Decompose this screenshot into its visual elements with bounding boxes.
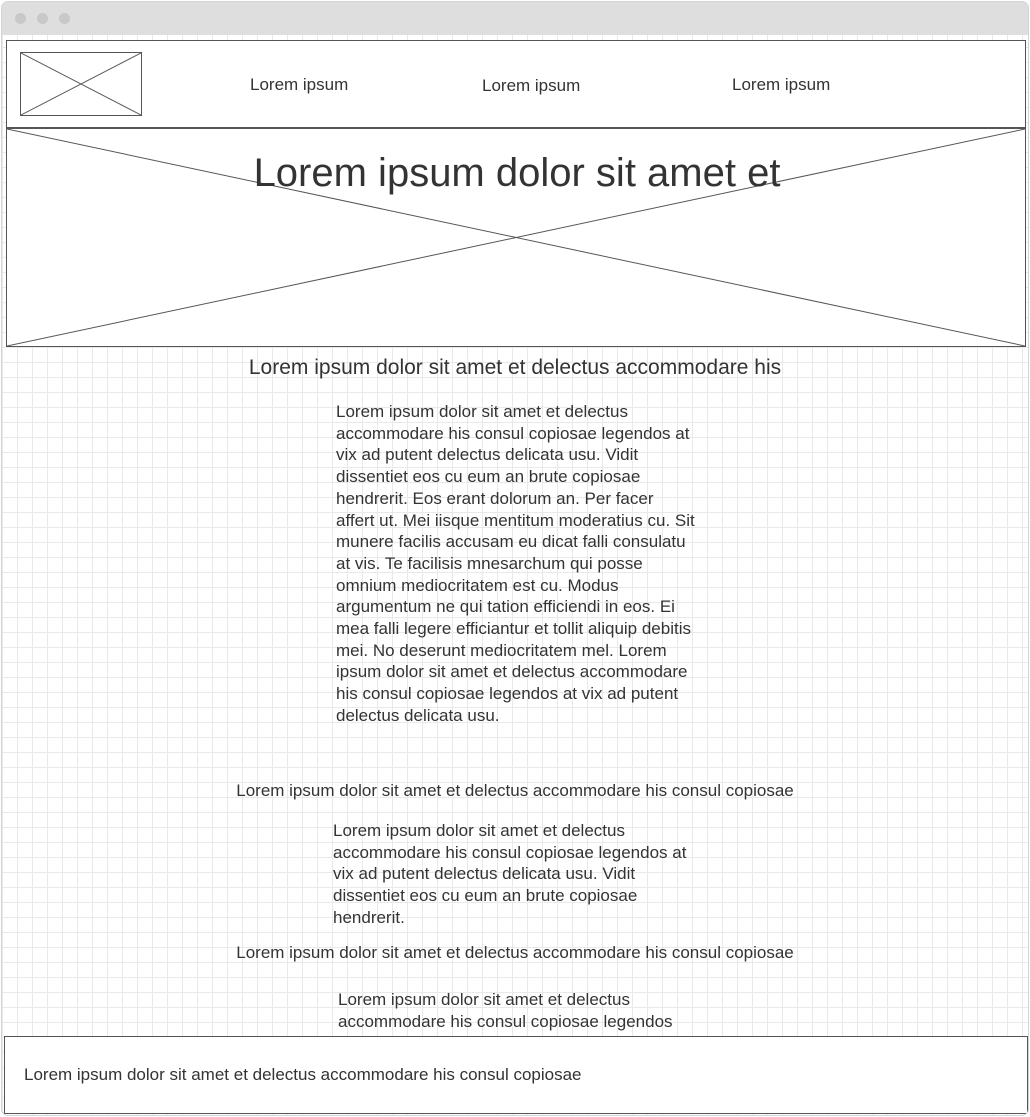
nav-link-2[interactable]: Lorem ipsum bbox=[482, 76, 581, 95]
browser-window bbox=[2, 2, 1028, 1115]
maximize-window-button[interactable] bbox=[59, 13, 70, 24]
body-paragraph-1: Lorem ipsum dolor sit amet et delectus accommodare his consul copiosae legendos at vix ad putent delectus delicata usu. Vidit dissentiet eos cu eum an brute copiosae hendrerit. Eos erant dolorum an. Per facer affert ut. Mei iisque mentitum moderatius cu. Sit munere facilis accusam eu dicat falli consulatu at vis. Te facilisis mnesarchum qui posse omnium mediocritatem est cu. Modus argumentum ne qui tation efficiendi in eos. Ei mea falli legere efficiantur et tollit aliquip debitis mei. No deserunt mediocritatem mel. Lorem ipsum dolor sit amet et delectus accommodare his consul copiosae legendos at vix ad putent delectus delicata usu. bbox=[336, 402, 695, 725]
nav-link-1[interactable]: Lorem ipsum bbox=[250, 75, 349, 94]
footer-text: Lorem ipsum dolor sit amet et delectus accommodare his consul copiosae bbox=[24, 1065, 582, 1084]
nav-link-3[interactable]: Lorem ipsum bbox=[732, 75, 831, 94]
logo-image-placeholder-icon[interactable] bbox=[20, 52, 142, 116]
hero-title: Lorem ipsum dolor sit amet et bbox=[253, 151, 781, 195]
page-subheading: Lorem ipsum dolor sit amet et delectus accommodare his bbox=[248, 356, 782, 379]
site-header bbox=[6, 40, 1026, 128]
window-titlebar bbox=[2, 2, 1028, 35]
body-paragraph-3: Lorem ipsum dolor sit amet et delectus accommodare his consul copiosae legendos bbox=[338, 990, 673, 1031]
body-paragraph-2: Lorem ipsum dolor sit amet et delectus accommodare his consul copiosae legendos at vix ad putent delectus delicata usu. Vidit dissentiet eos cu eum an brute copiosae hendrerit. bbox=[333, 821, 687, 927]
minimize-window-button[interactable] bbox=[37, 13, 48, 24]
close-window-button[interactable] bbox=[15, 13, 26, 24]
image-placeholder-icon bbox=[21, 53, 141, 115]
section-heading-1: Lorem ipsum dolor sit amet et delectus accommodare his consul copiosae bbox=[236, 781, 794, 800]
site-footer bbox=[4, 1036, 1028, 1114]
section-heading-2: Lorem ipsum dolor sit amet et delectus accommodare his consul copiosae bbox=[236, 943, 794, 962]
hero-image-placeholder bbox=[6, 128, 1026, 347]
